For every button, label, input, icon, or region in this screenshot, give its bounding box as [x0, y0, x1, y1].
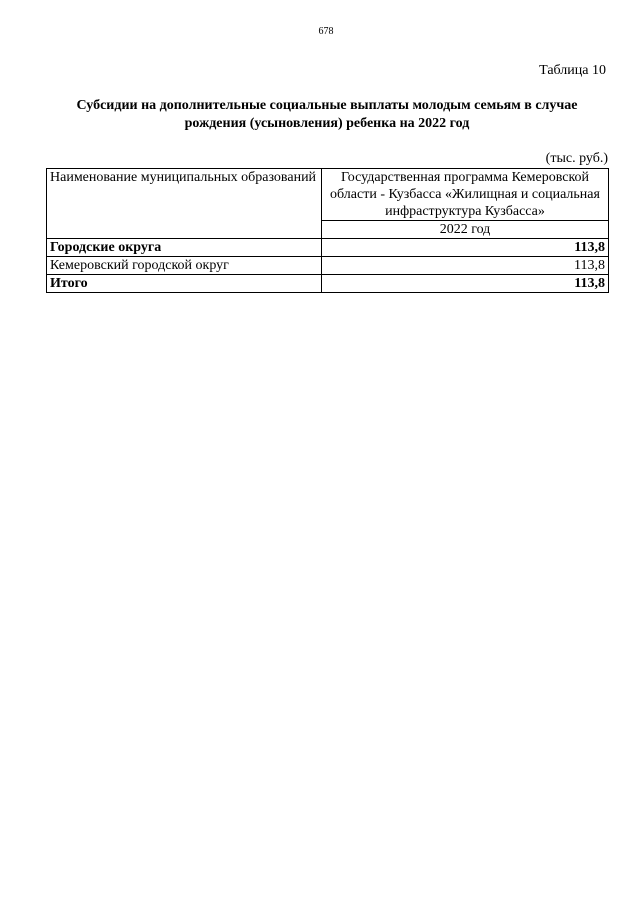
row-value: 113,8: [322, 257, 609, 275]
table-row: [47, 257, 609, 275]
title-line-2: рождения (усыновления) ребенка на 2022 год: [184, 116, 470, 131]
header-program: Государственная программа Кемеровской области - Кузбасса «Жилищная и социальная инфраструктура Кузбасса»: [322, 169, 609, 221]
table-row: [47, 275, 609, 293]
table-row: [47, 239, 609, 257]
document-title: [46, 97, 608, 133]
row-name: Кемеровский городской округ: [47, 257, 322, 275]
row-name: Итого: [47, 275, 322, 293]
table-caption: Таблица 10: [539, 63, 606, 78]
subsidy-table: [46, 168, 609, 293]
row-name: Городские округа: [47, 239, 322, 257]
units-label: (тыс. руб.): [545, 151, 608, 166]
row-value: 113,8: [322, 275, 609, 293]
header-municipality: Наименование муниципальных образований: [47, 169, 322, 239]
title-line-1: Субсидии на дополнительные социальные выплаты молодым семьям в случае: [76, 98, 578, 113]
row-value: 113,8: [322, 239, 609, 257]
header-row: [47, 169, 609, 221]
header-year: 2022 год: [322, 221, 609, 239]
page-number: 678: [318, 26, 334, 37]
